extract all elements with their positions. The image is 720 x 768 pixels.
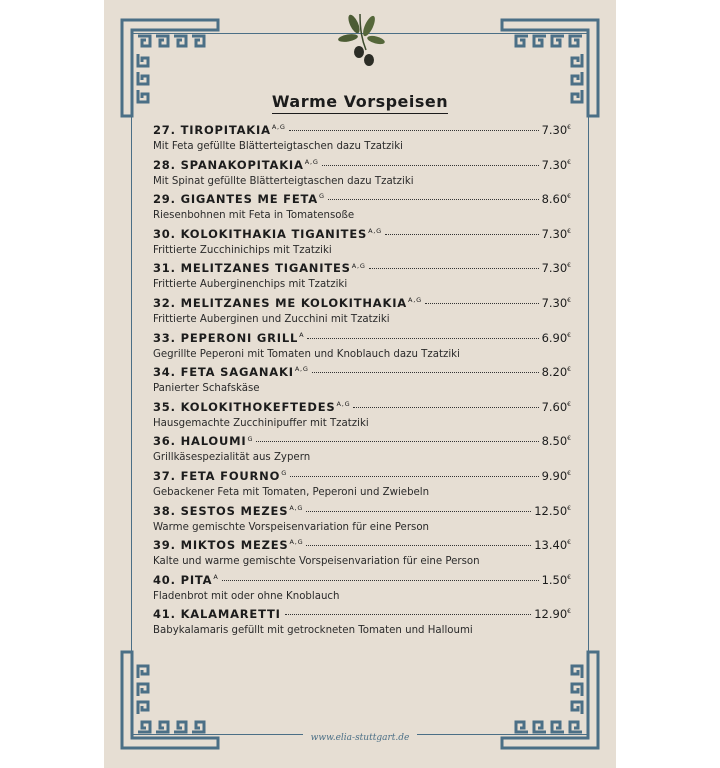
- menu-item-price: [542, 573, 571, 587]
- menu-item-title: HALOUMI: [180, 434, 247, 449]
- menu-item-title: TIROPITAKIA: [180, 123, 271, 137]
- menu-item-row: [153, 504, 571, 521]
- menu-item-name: [153, 607, 282, 621]
- menu-item-allergens: A,G: [336, 399, 351, 408]
- leader-dots: [385, 234, 539, 235]
- menu-item-currency: €: [567, 331, 571, 339]
- menu-item-currency: €: [567, 539, 571, 547]
- leader-dots: [289, 130, 539, 131]
- menu-item-price: [542, 123, 571, 137]
- menu-item-price: [542, 400, 571, 414]
- menu-item-currency: €: [567, 193, 571, 201]
- menu-item-currency: €: [567, 504, 571, 512]
- menu-item-currency: €: [567, 124, 571, 132]
- menu-item-price: [542, 296, 571, 310]
- menu-item-description: Gebackener Feta mit Tomaten, Peperoni und Zwiebeln: [153, 486, 430, 498]
- menu-item-row: [153, 607, 571, 624]
- menu-item-number: 33.: [153, 330, 176, 345]
- menu-item-description: Mit Feta gefüllte Blätterteigtaschen dazu Tzatziki: [153, 141, 403, 152]
- menu-item-description: Panierter Schafskäse: [153, 383, 260, 395]
- menu-item: [153, 192, 571, 227]
- footer: [0, 727, 720, 745]
- menu-item: [153, 607, 571, 642]
- menu-item-row: [153, 365, 571, 382]
- menu-item-price-value: 7.30: [541, 295, 568, 310]
- menu-item: [153, 434, 571, 469]
- menu-item-number: 29.: [153, 192, 176, 207]
- menu-item-row: [153, 227, 571, 244]
- menu-item-price-value: 6.90: [541, 330, 568, 345]
- menu-item-price: [542, 227, 571, 241]
- menu-item-allergens: A: [299, 330, 305, 339]
- menu-item-name: [153, 227, 382, 241]
- menu-item-title: KOLOKITHOKEFTEDES: [180, 399, 336, 414]
- menu-item-price: [542, 261, 571, 275]
- menu-item-number: 38.: [153, 503, 176, 518]
- menu-item-row: [153, 331, 571, 348]
- menu-item-allergens: G: [281, 469, 288, 478]
- menu-item: [153, 227, 571, 262]
- menu-item-number: 41.: [153, 607, 176, 622]
- menu-item: [153, 573, 571, 608]
- menu-item-list: [153, 123, 571, 642]
- menu-item-currency: €: [567, 435, 571, 443]
- menu-item: [153, 504, 571, 539]
- menu-item-title: GIGANTES ME FETA: [180, 192, 318, 207]
- menu-item-row: [153, 400, 571, 417]
- menu-item-title: FETA SAGANAKI: [180, 365, 294, 380]
- leader-dots: [328, 199, 539, 200]
- menu-item: [153, 261, 571, 296]
- menu-item-number: 39.: [153, 538, 176, 553]
- menu-item-price-value: 7.30: [541, 261, 568, 276]
- section-title-text: Warme Vorspeisen: [272, 92, 448, 114]
- menu-item-price: [542, 365, 571, 379]
- menu-item-price: [534, 504, 571, 518]
- menu-item: [153, 538, 571, 573]
- menu-item-currency: €: [567, 573, 571, 581]
- menu-item-number: 35.: [153, 399, 176, 414]
- menu-item: [153, 331, 571, 366]
- menu-item-row: [153, 158, 571, 175]
- menu-item-currency: €: [567, 262, 571, 270]
- menu-item-currency: €: [567, 608, 571, 616]
- menu-item-description: Grillkäsespezialität aus Zypern: [153, 452, 311, 464]
- menu-item-description: Gegrillte Peperoni mit Tomaten und Knoblauch dazu Tzatziki: [153, 348, 460, 360]
- menu-item-price: [542, 469, 571, 483]
- menu-item-name: [153, 504, 303, 518]
- menu-item-number: 28.: [153, 157, 176, 172]
- menu-item-price: [542, 331, 571, 345]
- menu-item-price-value: 12.50: [534, 503, 568, 518]
- menu-item-description: Babykalamaris gefüllt mit getrockneten Tomaten und Halloumi: [153, 625, 473, 637]
- olive-branch-icon: [332, 10, 388, 70]
- menu-item-price: [534, 607, 571, 621]
- menu-item-number: 37.: [153, 468, 176, 483]
- leader-dots: [306, 545, 531, 546]
- menu-item-number: 40.: [153, 572, 176, 587]
- menu-item-title: SPANAKOPITAKIA: [180, 157, 304, 172]
- menu-item-description: Frittierte Auberginen und Zucchini mit Tzatziki: [153, 313, 390, 325]
- menu-item: [153, 469, 571, 504]
- menu-item-name: [153, 261, 366, 275]
- menu-item-row: [153, 192, 571, 209]
- menu-item-currency: €: [567, 227, 571, 235]
- menu-item: [153, 400, 571, 435]
- menu-item-description: Fladenbrot mit oder ohne Knoblauch: [153, 590, 340, 602]
- menu-item-price-value: 9.90: [541, 468, 568, 483]
- menu-item-price-value: 7.30: [541, 157, 568, 172]
- leader-dots: [312, 372, 539, 373]
- menu-item-row: [153, 296, 571, 313]
- menu-item-allergens: A,G: [294, 365, 309, 374]
- menu-item: [153, 123, 571, 158]
- menu-item-number: 30.: [153, 226, 176, 241]
- menu-item-name: [153, 365, 309, 379]
- menu-item-row: [153, 261, 571, 278]
- menu-item-allergens: A,G: [289, 538, 304, 547]
- menu-item-currency: €: [567, 297, 571, 305]
- menu-item-title: PEPERONI GRILL: [180, 330, 299, 345]
- leader-dots: [307, 338, 538, 339]
- menu-item-price-value: 12.90: [534, 607, 568, 622]
- menu-item-price-value: 8.20: [541, 365, 568, 380]
- menu-item-name: [153, 538, 303, 552]
- menu-item-allergens: A,G: [304, 157, 319, 166]
- menu-item-number: 34.: [153, 365, 176, 380]
- menu-item-row: [153, 123, 571, 140]
- menu-item-description: Hausgemachte Zucchinipuffer mit Tzatziki: [153, 417, 369, 429]
- menu-item-name: [153, 434, 253, 448]
- menu-item-allergens: A,G: [407, 296, 422, 305]
- menu-item-name: [153, 192, 325, 206]
- menu-item-currency: €: [567, 400, 571, 408]
- menu-item-name: [153, 400, 350, 414]
- leader-dots: [256, 441, 538, 442]
- menu-item-name: [153, 296, 422, 310]
- menu-item-price-value: 7.60: [541, 399, 568, 414]
- menu-item: [153, 158, 571, 193]
- menu-item-title: PITA: [180, 572, 213, 587]
- menu-item-row: [153, 573, 571, 590]
- menu-item-description: Frittierte Zucchinichips mit Tzatziki: [153, 244, 332, 256]
- menu-item-description: Mit Spinat gefüllte Blätterteigtaschen dazu Tzatziki: [153, 175, 414, 187]
- menu-item-price-value: 8.60: [541, 192, 568, 207]
- menu-item-title: FETA FOURNO: [180, 468, 281, 483]
- menu-item-description: Frittierte Auberginenchips mit Tzatziki: [153, 279, 348, 291]
- leader-dots: [425, 303, 539, 304]
- menu-item-price-value: 7.30: [541, 226, 568, 241]
- leader-dots: [353, 407, 538, 408]
- leader-dots: [369, 268, 539, 269]
- menu-item-price: [542, 192, 571, 206]
- menu-item-currency: €: [567, 366, 571, 374]
- menu-item-number: 27.: [153, 123, 176, 137]
- section-title: [0, 92, 720, 112]
- menu-item-allergens: A: [213, 572, 219, 581]
- menu-item-allergens: A,G: [351, 261, 366, 270]
- menu-item-title: KALAMARETTI: [180, 607, 281, 622]
- menu-item-price: [542, 434, 571, 448]
- menu-item: [153, 296, 571, 331]
- menu-item-name: [153, 123, 286, 137]
- menu-item-description: Warme gemischte Vorspeisenvariation für eine Person: [153, 521, 430, 533]
- menu-item-price-value: 13.40: [534, 538, 568, 553]
- menu-item-name: [153, 469, 287, 483]
- menu-item-price: [534, 538, 571, 552]
- menu-item-row: [153, 538, 571, 555]
- menu-item-title: SESTOS MEZES: [180, 503, 289, 518]
- menu-item-name: [153, 158, 319, 172]
- menu-item-price-value: 1.50: [541, 572, 568, 587]
- menu-item-row: [153, 434, 571, 451]
- menu-item-name: [153, 331, 304, 345]
- menu-item-price-value: 8.50: [541, 434, 568, 449]
- leader-dots: [322, 165, 539, 166]
- menu-item-allergens: G: [318, 192, 325, 201]
- menu-item-currency: €: [567, 470, 571, 478]
- menu-item-description: Riesenbohnen mit Feta in Tomatensoße: [153, 210, 355, 222]
- menu-item-title: KOLOKITHAKIA TIGANITES: [180, 226, 368, 241]
- leader-dots: [306, 511, 531, 512]
- menu-item-allergens: A,G: [368, 226, 383, 235]
- menu-item-row: [153, 469, 571, 486]
- menu-item-description: Kalte und warme gemischte Vorspeisenvariation für eine Person: [153, 556, 480, 568]
- menu-item-number: 32.: [153, 295, 176, 310]
- menu-item-price-value: 7.30: [541, 123, 568, 137]
- menu-item-number: 31.: [153, 261, 176, 276]
- menu-item-title: MIKTOS MEZES: [180, 538, 289, 553]
- menu-item-title: MELITZANES ME KOLOKITHAKIA: [180, 295, 407, 310]
- menu-item-allergens: A,G: [289, 503, 304, 512]
- menu-item-number: 36.: [153, 434, 176, 449]
- menu-item-allergens: G: [247, 434, 254, 443]
- leader-dots: [222, 580, 539, 581]
- menu-item-allergens: A,G: [271, 123, 286, 132]
- menu-item-title: MELITZANES TIGANITES: [180, 261, 351, 276]
- website-text: www.elia-stuttgart.de: [303, 733, 418, 743]
- menu-item: [153, 365, 571, 400]
- menu-item-price: [542, 158, 571, 172]
- leader-dots: [285, 614, 532, 615]
- menu-item-currency: €: [567, 158, 571, 166]
- menu-item-name: [153, 573, 219, 587]
- leader-dots: [290, 476, 539, 477]
